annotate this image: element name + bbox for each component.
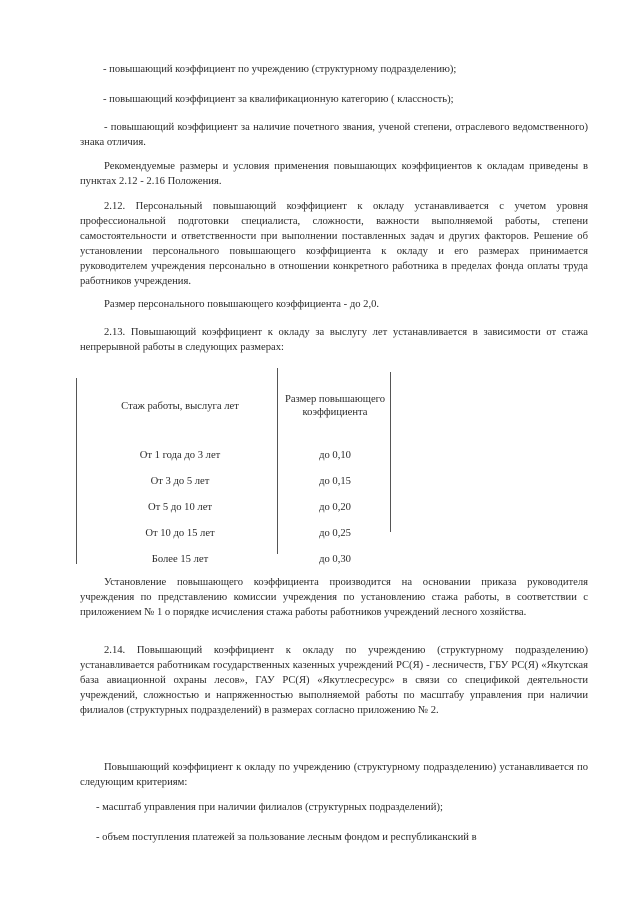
- table-row: [80, 468, 390, 494]
- table-row: [80, 442, 390, 468]
- bullet-qualification-coef: - повышающий коэффициент за квалификационную категорию ( классность);: [103, 94, 454, 105]
- table-cell-value: до 0,10: [319, 449, 351, 461]
- table-left-border: [76, 378, 77, 564]
- table-header-seniority: Стаж работы, выслуга лет: [121, 400, 239, 412]
- table-header-coef-size: Размер повышающего коэффициента: [284, 394, 386, 418]
- paragraph-2-14-institution-coef: 2.14. Повышающий коэффициент к окладу по учреждению (структурному подразделению) устанавливается работникам государственных казенных учреждений РС(Я) - лесничеств, ГБУ РС(Я) «Якутская база авиационной охраны лесов», ГАУ РС(Я) «Якутлесресурс» в связи со спецификой деятельности учреждений, сложностью и напряженностью выполняемой работы по масштабу управления при наличии филиалов (структурных подразделений) в размерах согласно приложению № 2.: [80, 645, 588, 716]
- table-row: [80, 546, 390, 572]
- table-cell-period: От 10 до 15 лет: [145, 527, 215, 539]
- table-row: [80, 494, 390, 520]
- table-cell-period: От 1 года до 3 лет: [139, 449, 221, 461]
- table-right-border: [390, 372, 391, 532]
- table-cell-value: до 0,30: [319, 553, 351, 565]
- paragraph-2-13-seniority-coef: 2.13. Повышающий коэффициент к окладу за выслугу лет устанавливается в зависимости от стажа непрерывной работы в следующих размерах:: [80, 327, 588, 353]
- bullet-management-scale: - масштаб управления при наличии филиалов (структурных подразделений);: [96, 802, 443, 813]
- table-cell-period: От 5 до 10 лет: [147, 501, 213, 513]
- seniority-table: [80, 370, 390, 572]
- table-cell-period: Более 15 лет: [151, 553, 209, 565]
- bullet-structural-coef: - повышающий коэффициент по учреждению (структурному подразделению);: [103, 64, 457, 75]
- table-row: [80, 520, 390, 546]
- table-cell-value: до 0,25: [319, 527, 351, 539]
- bullet-honorary-title-coef: - повышающий коэффициент за наличие почетного звания, ученой степени, отраслевого ведомственного) знака отличия.: [80, 122, 588, 148]
- bullet-payment-volume: - объем поступления платежей за пользование лесным фондом и республиканский в: [96, 832, 477, 843]
- paragraph-2-12-personal-coef: 2.12. Персональный повышающий коэффициент к окладу устанавливается с учетом уровня профессиональной подготовки специалиста, сложности, важности выполняемой работы, степени самостоятельности и ответственности при выполнении поставленных задач и других факторов. Решение об установлении персонального повышающего коэффициента к окладу и его размерах принимается руководителем учреждения персонально в отношении конкретного работника в пределах фонда оплаты труда работников учреждения.: [80, 201, 588, 287]
- table-cell-value: до 0,20: [319, 501, 351, 513]
- paragraph-criteria-intro: Повышающий коэффициент к окладу по учреждению (структурному подразделению) устанавливается по следующим критериям:: [80, 762, 588, 788]
- table-cell-period: От 3 до 5 лет: [150, 475, 210, 487]
- paragraph-recommended-sizes: Рекомендуемые размеры и условия применения повышающих коэффициентов к окладам приведены в пунктах 2.12 - 2.16 Положения.: [80, 161, 588, 187]
- table-header-row: [80, 370, 390, 442]
- paragraph-establishment-order: Установление повышающего коэффициента производится на основании приказа руководителя учреждения по представлению комиссии учреждения по установлению стажа работы, в соответствии с приложением № 1 о порядке исчисления стажа работы работников учреждений лесного хозяйства.: [80, 577, 588, 618]
- table-cell-value: до 0,15: [319, 475, 351, 487]
- paragraph-personal-coef-size: Размер персонального повышающего коэффициента - до 2,0.: [104, 299, 380, 310]
